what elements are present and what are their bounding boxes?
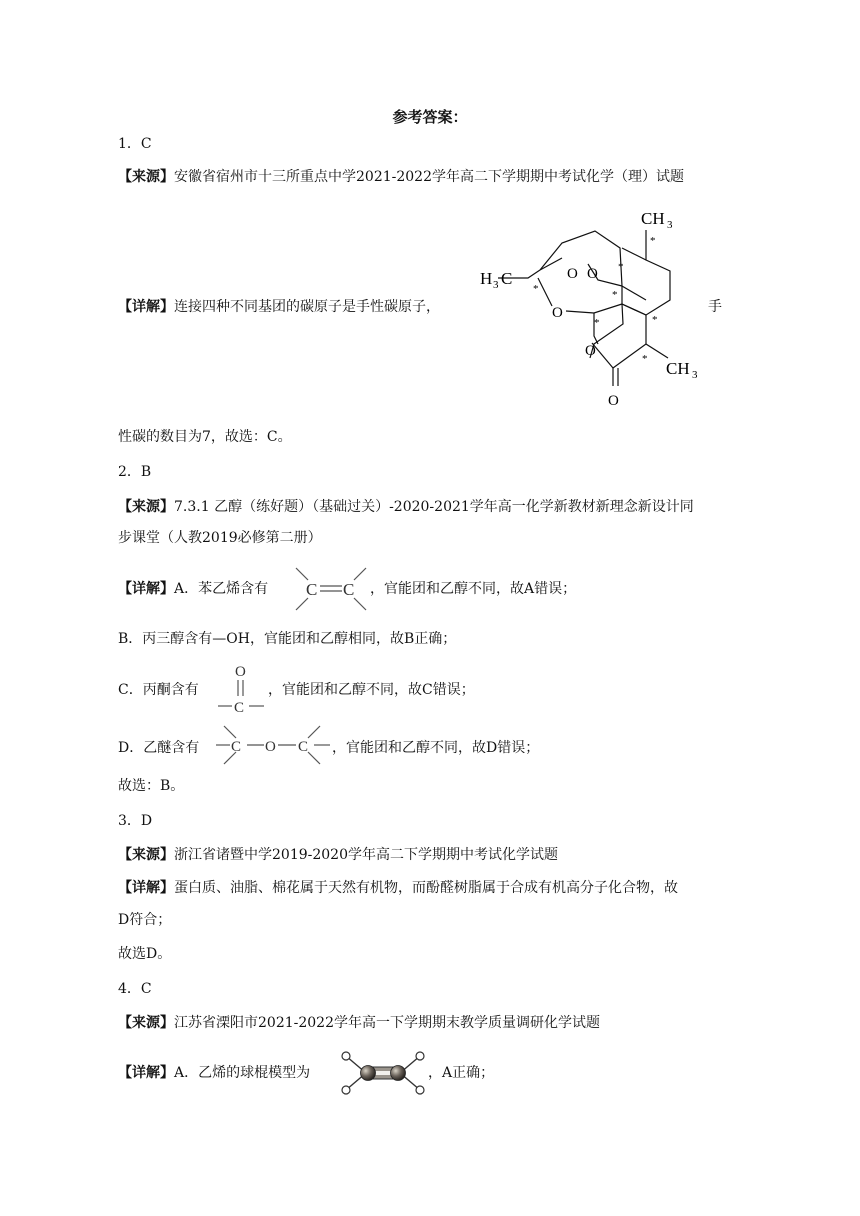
q3-answer: 3．D <box>118 813 153 829</box>
svg-text:O: O <box>585 343 596 359</box>
svg-text:C: C <box>234 700 245 716</box>
svg-text:3: 3 <box>667 219 673 231</box>
detail-tag: 【详解】 <box>118 299 174 315</box>
svg-text:*: * <box>650 235 656 247</box>
q3-detail: 【详解】蛋白质、油脂、棉花属于天然有机物，而酚醛树脂属于合成有机高分子化合物，故 <box>118 880 678 896</box>
source-text: 安徽省宿州市十三所重点中学2021-2022学年高二下学期期中考试化学（理）试题 <box>174 169 684 185</box>
mol-ch3-right: CH <box>666 359 690 378</box>
q2-source-cont: 步课堂（人教2019必修第二册） <box>118 530 322 546</box>
svg-text:O: O <box>567 266 578 282</box>
svg-text:O: O <box>235 664 246 680</box>
svg-text:*: * <box>642 353 648 365</box>
mol-h3c: H <box>480 269 493 288</box>
svg-text:*: * <box>594 317 600 329</box>
svg-text:*: * <box>612 289 618 301</box>
q2-option-d: D．乙醚含有 <box>118 740 200 756</box>
q2-option-b: B．丙三醇含有—OH，官能团和乙醇相同，故B正确； <box>118 631 457 647</box>
svg-text:C: C <box>298 739 309 755</box>
q1-source <box>118 168 684 186</box>
svg-text:C: C <box>343 580 355 599</box>
svg-text:*: * <box>618 261 624 273</box>
q2-option-a: 【详解】A．苯乙烯含有 <box>118 581 269 597</box>
q4-option-a: 【详解】A．乙烯的球棍模型为 <box>118 1065 311 1081</box>
q2-option-c: C．丙酮含有 <box>118 682 199 698</box>
q4-answer: 4．C <box>118 981 152 997</box>
svg-text:*: * <box>533 283 539 295</box>
q2-source: 【来源】7.3.1 乙醇（练好题）（基础过关）-2020-2021学年高一化学新教材新理念新设计同 <box>118 499 694 515</box>
svg-text:3: 3 <box>493 279 499 291</box>
q1-answer: 1．C <box>118 136 152 152</box>
svg-text:O: O <box>587 266 598 282</box>
ethylene-ball-stick-model <box>340 1050 426 1096</box>
mol-o-carbonyl: O <box>608 393 619 409</box>
ether-group-formula <box>214 720 332 772</box>
svg-text:C: C <box>501 269 513 288</box>
q4-source: 【来源】江苏省溧阳市2021-2022学年高一下学期期末教学质量调研化学试题 <box>118 1015 600 1031</box>
svg-text:O: O <box>265 739 276 755</box>
mol-ch3-top: CH <box>641 209 665 228</box>
svg-text:C: C <box>231 739 242 755</box>
svg-text:O: O <box>552 305 563 321</box>
q2-answer: 2．B <box>118 464 152 480</box>
svg-text:3: 3 <box>692 369 698 381</box>
source-tag: 【来源】 <box>118 169 174 185</box>
page-title: 参考答案： <box>392 108 468 126</box>
carbonyl-group-formula <box>216 662 266 714</box>
alkene-group-formula <box>294 566 368 612</box>
q3-conclusion: 故选D。 <box>118 946 172 962</box>
artemisinin-structure <box>470 198 720 418</box>
svg-text:*: * <box>652 314 658 326</box>
q1-detail: 【详解】连接四种不同基团的碳原子是手性碳原子， <box>118 299 440 315</box>
q1-detail-cont: 手 <box>708 299 722 315</box>
q1-detail-end: 性碳的数目为7，故选：C。 <box>118 429 292 445</box>
q3-source: 【来源】浙江省诸暨中学2019-2020学年高二下学期期中考试化学试题 <box>118 847 558 863</box>
q2-conclusion: 故选：B。 <box>118 778 185 794</box>
q3-detail-cont: D符合； <box>118 912 172 928</box>
svg-text:C: C <box>306 580 318 599</box>
